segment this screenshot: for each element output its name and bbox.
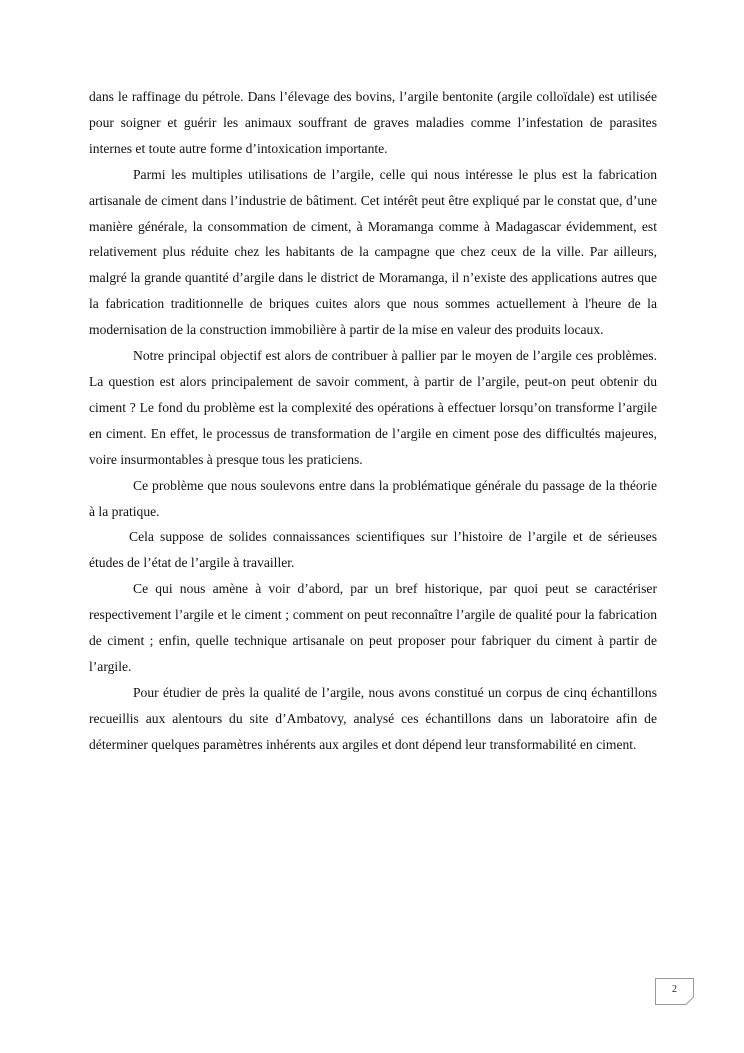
- paragraph-1: dans le raffinage du pétrole. Dans l’élevage des bovins, l’argile bentonite (argile colloïdale) est utilisée pour soigner et guérir les animaux souffrant de graves maladies comme l’infestation de parasites internes et toute autre forme d’intoxication importante.: [89, 89, 657, 156]
- body-text: [89, 84, 657, 758]
- paragraph-3: Notre principal objectif est alors de contribuer à pallier par le moyen de l’argile ces problèmes. La question est alors principalement de savoir comment, à partir de l’argile, peut-on peut obtenir du ciment ? Le fond du problème est la complexité des opérations à effectuer lorsqu’on transforme l’argile en ciment. En effet, le processus de transformation de l’argile en ciment pose des difficultés majeures, voire insurmontables à presque tous les praticiens.: [89, 348, 657, 467]
- paragraph-7: Pour étudier de près la qualité de l’argile, nous avons constitué un corpus de cinq échantillons recueillis aux alentours du site d’Ambatovy, analysé ces échantillons dans un laboratoire afin de déterminer quelques paramètres inhérents aux argiles et dont dépend leur transformabilité en ciment.: [89, 684, 657, 752]
- paragraph-4: Ce problème que nous soulevons entre dans la problématique générale du passage de la théorie à la pratique.: [89, 477, 657, 519]
- page-number-box: [655, 978, 694, 1005]
- paragraph-2: Parmi les multiples utilisations de l’argile, celle qui nous intéresse le plus est la fabrication artisanale de ciment dans l’industrie de bâtiment. Cet intérêt peut être expliqué par le constat que, d’une manière générale, la consommation de ciment, à Moramanga comme à Madagascar évidemment, est relativement plus réduite chez les habitants de la campagne que chez ceux de la ville. Par ailleurs, malgré la grande quantité d’argile dans le district de Moramanga, il n’existe des applications autres que la fabrication traditionnelle de briques cuites alors que nous sommes actuellement à l'heure de la modernisation de la construction immobilière à partir de la mise en valeur des produits locaux.: [89, 166, 657, 338]
- page-number: 2: [672, 984, 677, 995]
- paragraph-6: Ce qui nous amène à voir d’abord, par un bref historique, par quoi peut se caractériser respectivement l’argile et le ciment ; comment on peut reconnaître l’argile de qualité pour la fabrication de ciment ; enfin, quelle technique artisanale on peut proposer pour fabriquer du ciment à partir de l’argile.: [89, 581, 657, 674]
- paragraph-5: Cela suppose de solides connaissances scientifiques sur l’histoire de l’argile et de sérieuses études de l’état de l’argile à travailler.: [89, 529, 657, 571]
